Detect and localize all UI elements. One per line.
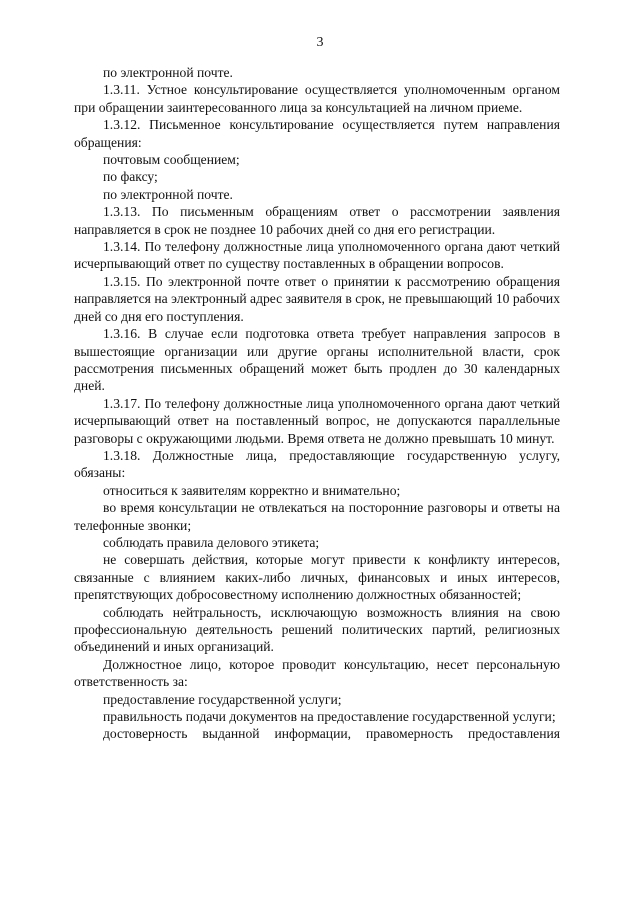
list-item: по факсу; [103, 169, 158, 185]
paragraph-1-3-11: 1.3.11. Устное консультирование осуществляется уполномоченным органом при обращении заинтересованного лица за консультацией на личном приеме. [74, 82, 560, 115]
list-item: во время консультации не отвлекаться на посторонние разговоры и ответы на телефонные звонки; [74, 500, 560, 533]
paragraph-1-3-17: 1.3.17. По телефону должностные лица уполномоченного органа дают четкий исчерпывающий ответ на поставленный вопрос, не допускаются параллельные разговоры с окружающими людьми. Время ответа не должно превышать 10 минут. [74, 395, 560, 446]
paragraph: по электронной почте. [103, 65, 233, 80]
paragraph-1-3-16: 1.3.16. В случае если подготовка ответа требует направления запросов в вышестоящие организации или другие органы исполнительной власти, срок рассмотрения письменных обращений может быть продлен до 30 календарных дней. [74, 326, 560, 394]
list-item: соблюдать нейтральность, исключающую возможность влияния на свою профессиональную деятельность решений политических партий, религиозных объединений и иных организаций. [74, 604, 560, 655]
document-body [74, 64, 560, 743]
paragraph-1-3-18: 1.3.18. Должностные лица, предоставляющие государственную услугу, обязаны: [74, 447, 560, 481]
paragraph-1-3-15: 1.3.15. По электронной почте ответ о принятии к рассмотрению обращения направляется на электронный адрес заявителя в срок, не превышающий 10 рабочих дней со дня его поступления. [74, 273, 560, 324]
list-item: не совершать действия, которые могут привести к конфликту интересов, связанные с влиянием каких-либо личных, финансовых и иных интересов, препятствующих добросовестному исполнению должностных обязанностей; [74, 552, 560, 603]
list-item: достоверность выданной информации, правомерность предоставления [103, 726, 560, 742]
list-item: относиться к заявителям корректно и внимательно; [103, 482, 401, 498]
list-item: правильность подачи документов на предоставление государственной услуги; [103, 709, 556, 725]
list-item: предоставление государственной услуги; [103, 691, 342, 707]
list-item: по электронной почте. [103, 186, 233, 202]
list-item: почтовым сообщением; [103, 152, 240, 168]
paragraph-1-3-13: 1.3.13. По письменным обращениям ответ о рассмотрении заявления направляется в срок не позднее 10 рабочих дней со дня его регистрации. [74, 204, 560, 237]
paragraph-1-3-12: 1.3.12. Письменное консультирование осуществляется путем направления обращения: [74, 117, 560, 150]
paragraph-responsibility: Должностное лицо, которое проводит консультацию, несет персональную ответственность за: [74, 656, 560, 690]
page-number: 3 [316, 35, 324, 50]
paragraph-1-3-14: 1.3.14. По телефону должностные лица уполномоченного органа дают четкий исчерпывающий ответ по существу поставленных в обращении вопросов. [74, 239, 560, 272]
list-item: соблюдать правила делового этикета; [103, 534, 320, 550]
